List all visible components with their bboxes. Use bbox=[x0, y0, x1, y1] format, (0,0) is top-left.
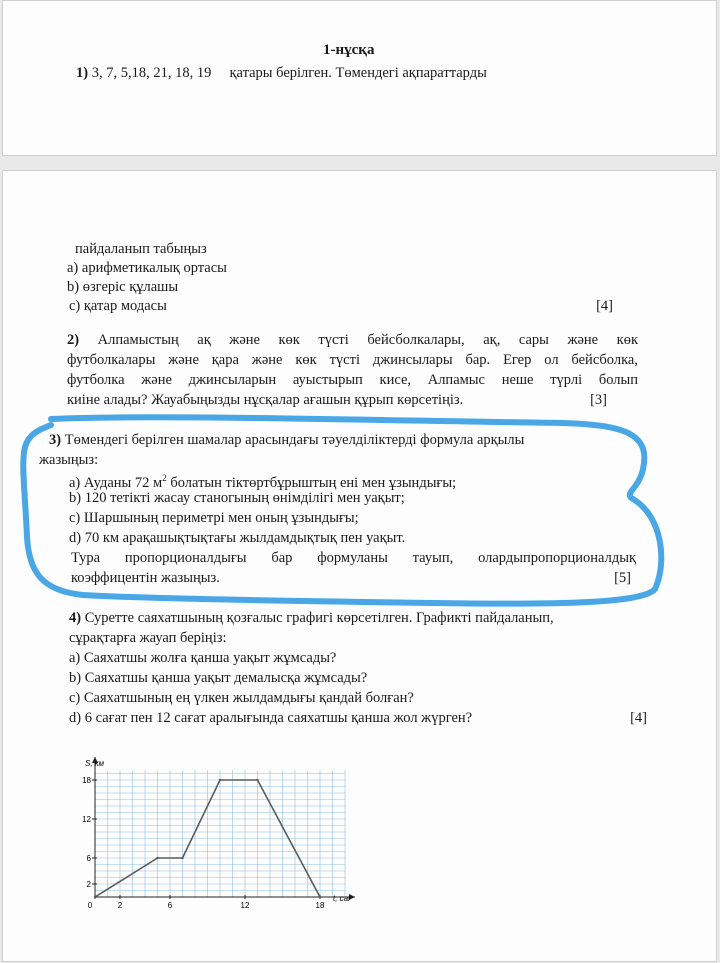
question-1-item-a: a) арифметикалық ортасы bbox=[67, 260, 227, 276]
question-3-line-8 bbox=[71, 569, 631, 587]
question-3-item-d: d) 70 км арақашықтықтағы жылдамдықтық пен уақыт. bbox=[69, 530, 406, 546]
question-2-line-4 bbox=[67, 391, 607, 409]
series-point bbox=[319, 896, 321, 898]
question-3-item-c: c) Шаршының периметрі мен оның ұзындығы; bbox=[69, 510, 359, 526]
question-3-line-2: жазыңыз: bbox=[39, 452, 99, 468]
y-axis-label: S, км bbox=[85, 759, 105, 768]
question-4-mark: [4] bbox=[630, 710, 647, 726]
question-4-number: 4) bbox=[69, 610, 82, 626]
question-1-item-b: b) өзгеріс құлашы bbox=[67, 279, 179, 295]
x-axis-label: t, сағ bbox=[333, 894, 352, 903]
question-2-line-2: футболкалары және қара және көк түсті джинсылары бар. Егер ол бейсболка, bbox=[67, 352, 638, 368]
question-4-text-1: Суретте саяхатшының қозғалыс графигі көрсетілген. Графикті пайдаланып, bbox=[84, 610, 554, 626]
x-tick-label: 2 bbox=[117, 901, 123, 910]
question-4-line-2: сұрақтарға жауап беріңіз: bbox=[69, 630, 227, 646]
question-1-text: 3, 7, 5,18, 21, 18, 19 қатары берілген. Төмендегі ақпараттарды bbox=[91, 65, 487, 81]
series-point bbox=[94, 896, 96, 898]
question-3-text-8: коэффицентін жазыңыз. bbox=[71, 570, 220, 586]
question-2-number: 2) bbox=[67, 332, 80, 348]
question-2-line-1 bbox=[67, 331, 638, 349]
question-2-text-1: Алпамыстың ақ және көк түсті бейсболкалары, ақ, сары және көк bbox=[97, 332, 638, 348]
y-tick-label: 12 bbox=[82, 815, 91, 824]
x-tick-label: 6 bbox=[167, 901, 173, 910]
question-3-text-1: Төмендегі берілген шамалар арасындағы тәуелділіктерді формула арқылы bbox=[64, 432, 525, 448]
question-4-item-d: d) 6 сағат пен 12 сағат аралығында саяхатшы қанша жол жүрген? bbox=[69, 710, 473, 726]
question-1-item-c-row bbox=[69, 297, 613, 315]
question-1-item-c: c) қатар модасы bbox=[69, 298, 167, 314]
question-3-line-7: Тура пропорционалдығы бар формуланы тауып, олардыпропорционалдық bbox=[71, 550, 636, 566]
question-2-text-4: киіне алады? Жауабыңызды нұсқалар ағашын құрып көрсетіңіз. bbox=[67, 392, 464, 408]
series-point bbox=[181, 857, 183, 859]
question-1-number: 1) bbox=[76, 65, 89, 81]
travel-chart bbox=[71, 755, 371, 925]
question-4-item-c: c) Саяхатшының ең үлкен жылдамдығы қандай болған? bbox=[69, 690, 414, 706]
question-2-line-3: футболка және джинсыларын ауыстырып кисе, Алпамыс неше түрлі болып bbox=[67, 372, 638, 388]
question-1-mark: [4] bbox=[596, 298, 613, 314]
question-4-item-a: a) Саяхатшы жолға қанша уақыт жұмсады? bbox=[69, 650, 337, 666]
page-1 bbox=[2, 0, 717, 156]
question-3-number: 3) bbox=[49, 432, 62, 448]
series-point bbox=[156, 857, 158, 859]
chart-axes bbox=[92, 757, 355, 900]
x-tick-label: 12 bbox=[240, 901, 250, 910]
variant-title: 1-нұсқа bbox=[323, 42, 375, 58]
y-tick-label: 2 bbox=[86, 880, 91, 889]
question-1-continuation: пайдаланып табыңыз bbox=[75, 241, 207, 257]
question-4-item-d-row bbox=[69, 709, 647, 727]
question-3-line-1 bbox=[49, 431, 524, 449]
question-2-mark: [3] bbox=[590, 392, 607, 408]
chart-grid bbox=[95, 770, 345, 897]
question-1-line-1 bbox=[76, 64, 487, 82]
question-3-item-a-pre: a) Ауданы 72 м bbox=[69, 474, 163, 491]
chart-ticks bbox=[82, 776, 325, 910]
y-tick-label: 18 bbox=[82, 776, 91, 785]
y-tick-label: 6 bbox=[86, 854, 91, 863]
question-3-item-b: b) 120 тетікті жасау станогының өнімділігі мен уақыт; bbox=[69, 490, 405, 506]
series-point bbox=[219, 779, 221, 781]
x-tick-label: 0 bbox=[87, 901, 93, 910]
square-superscript: 2 bbox=[162, 473, 167, 483]
question-3-item-a-post: болатын тіктөртбұрыштың ені мен ұзындығы; bbox=[166, 474, 457, 491]
x-tick-label: 18 bbox=[315, 901, 325, 910]
question-3-mark: [5] bbox=[614, 570, 631, 586]
series-point bbox=[256, 779, 258, 781]
question-4-item-b: b) Саяхатшы қанша уақыт демалысқа жұмсады? bbox=[69, 670, 368, 686]
page-2 bbox=[2, 170, 717, 962]
question-4-line-1 bbox=[69, 609, 554, 627]
